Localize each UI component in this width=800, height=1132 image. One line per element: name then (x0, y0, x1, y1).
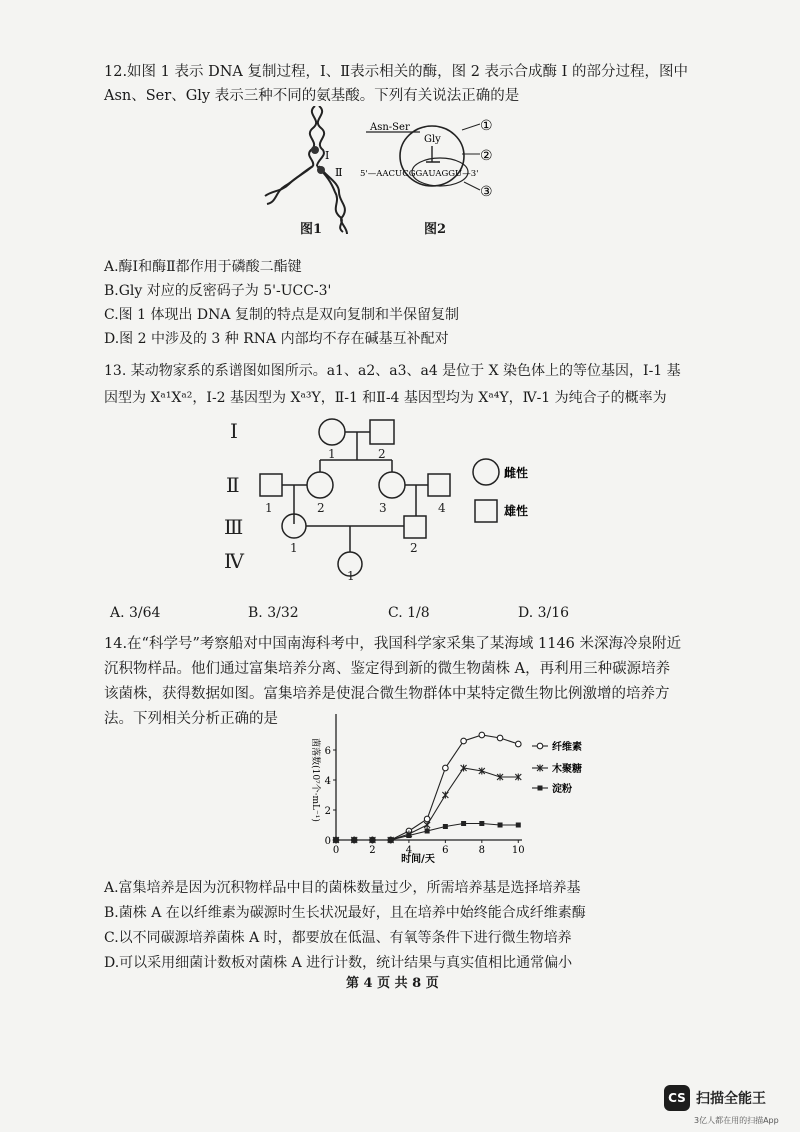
chart-y-axis-label: 菌落数(10⁷个·mL⁻¹) (310, 738, 320, 822)
page-footer: 第 4 页 共 8 页 (346, 976, 439, 991)
generation-2-label: Ⅱ (226, 473, 240, 497)
q13-stem-line1: 13. 某动物家系的系谱图如图所示。a1、a2、a3、a4 是位于 X 染色体上的等位基因，Ⅰ-1 基 (104, 363, 681, 379)
svg-text:1: 1 (265, 501, 273, 515)
q13-option-b: B. 3/32 (248, 605, 299, 621)
q14-option-c: C.以不同碳源培养菌株 A 时，都要放在低温、有氧等条件下进行微生物培养 (104, 930, 572, 946)
q12-option-a: A.酶Ⅰ和酶Ⅱ都作用于磷酸二酯键 (104, 259, 302, 275)
fig2-marker-3: ③ (480, 184, 493, 200)
q14-stem-line4: 法。下列相关分析正确的是 (104, 711, 278, 727)
svg-text:4: 4 (438, 501, 446, 515)
data-point-starch (498, 823, 503, 828)
data-point-starch (352, 838, 357, 843)
y-tick-label: 4 (324, 776, 331, 787)
scanner-logo: CS (664, 1085, 690, 1111)
legend-male-label: 雄性 (504, 504, 529, 518)
generation-1-label: Ⅰ (230, 419, 238, 443)
data-point-starch (538, 786, 543, 791)
fig2-gly-label: Gly (424, 134, 441, 145)
data-point-starch (388, 838, 393, 843)
data-point-starch (334, 838, 339, 843)
q13-pedigree (220, 412, 550, 582)
q14-option-a: A.富集培养是因为沉积物样品中目的菌株数量过少，所需培养基是选择培养基 (104, 880, 581, 896)
q14-growth-chart (300, 708, 600, 868)
x-tick-label: 10 (511, 845, 525, 856)
svg-text:2: 2 (317, 501, 325, 515)
fig2-marker-1: ① (480, 118, 493, 134)
data-point-starch (425, 829, 430, 834)
data-point-starch (479, 821, 484, 826)
data-point-starch (516, 823, 521, 828)
q12-figure2 (360, 110, 510, 210)
q13-option-d: D. 3/16 (518, 605, 570, 621)
x-tick-label: 8 (478, 845, 486, 856)
q12-figure1 (255, 106, 375, 236)
data-point-starch (461, 821, 466, 826)
q12-figure2-caption: 图2 (424, 222, 447, 237)
q13-option-c: C. 1/8 (388, 605, 430, 621)
y-tick-label: 6 (324, 746, 331, 757)
q12-option-b: B.Gly 对应的反密码子为 5'-UCC-3' (104, 283, 332, 299)
q14-stem-line1: 14.在“科学号”考察船对中国南海科考中，我国科学家采集了某海域 1146 米深海冷泉附近 (104, 636, 682, 652)
q12-stem-line1: 12.如图 1 表示 DNA 复制过程，Ⅰ、Ⅱ表示相关的酶，图 2 表示合成酶 Ⅰ 的部分过程，图中 (104, 64, 688, 80)
data-point-starch (443, 824, 448, 829)
fig1-enzyme-label-2: Ⅱ (335, 166, 343, 179)
fig2-mrna: 5'—AACUCGGAUAGGU—3' (360, 169, 479, 179)
x-tick-label: 0 (332, 845, 340, 856)
legend-label-starch: 淀粉 (552, 784, 572, 795)
generation-4-label: Ⅳ (224, 549, 244, 573)
q12-option-d: D.图 2 中涉及的 3 种 RNA 内部均不存在碱基互补配对 (104, 331, 449, 347)
svg-text:3: 3 (379, 501, 387, 515)
x-tick-label: 2 (369, 845, 376, 856)
q12-stem-line2: Asn、Ser、Gly 表示三种不同的氨基酸。下列有关说法正确的是 (104, 88, 520, 104)
fig2-marker-2: ② (480, 148, 493, 164)
svg-text:1: 1 (328, 447, 336, 461)
svg-text:2: 2 (378, 447, 386, 461)
q12-option-c: C.图 1 体现出 DNA 复制的特点是双向复制和半保留复制 (104, 307, 459, 323)
legend-label-cellulose: 纤维素 (552, 742, 582, 753)
generation-3-label: Ⅲ (224, 515, 244, 539)
q12-figure1-caption: 图1 (300, 222, 323, 237)
q14-option-b: B.菌株 A 在以纤维素为碳源时生长状况最好，且在培养中始终能合成纤维素酶 (104, 905, 586, 921)
legend-label-xylan: 木聚糖 (552, 764, 582, 775)
data-point-cellulose (515, 741, 521, 747)
scanner-watermark (664, 1085, 794, 1127)
data-point-starch (370, 838, 375, 843)
x-tick-label: 4 (405, 845, 413, 856)
fig2-peptide-chain: Asn-Ser (370, 122, 410, 133)
q13-option-a: A. 3/64 (110, 605, 161, 621)
fig1-enzyme-label-1: Ⅰ (325, 149, 330, 162)
svg-text:2: 2 (410, 541, 418, 555)
data-point-cellulose (537, 743, 543, 749)
y-tick-label: 2 (324, 806, 331, 817)
y-tick-label: 0 (324, 836, 331, 847)
q14-option-d: D.可以采用细菌计数板对菌株 A 进行计数，统计结果与真实值相比通常偏小 (104, 955, 573, 971)
scanner-app-name: 扫描全能王 (696, 1091, 766, 1107)
data-point-xylan (424, 822, 430, 829)
svg-text:1: 1 (347, 569, 355, 582)
q14-stem-line3: 该菌株，获得数据如图。富集培养是使混合微生物群体中某特定微生物比例激增的培养方 (104, 686, 670, 702)
chart-x-axis-label: 时间/天 (401, 854, 435, 865)
data-point-xylan (442, 792, 448, 799)
data-point-cellulose (497, 735, 503, 741)
q13-stem-line2: 因型为 Xᵃ¹Xᵃ²，Ⅰ-2 基因型为 Xᵃ³Y，Ⅱ-1 和Ⅱ-4 基因型均为 Xᵃ⁴Y，Ⅳ-1 为纯合子的概率为 (104, 390, 667, 406)
q14-stem-line2: 沉积物样品。他们通过富集培养分离、鉴定得到新的微生物菌株 A，再利用三种碳源培养 (104, 661, 671, 677)
legend-female-label: 雌性 (504, 466, 529, 480)
data-point-cellulose (461, 738, 467, 744)
data-point-cellulose (479, 732, 485, 738)
svg-text:1: 1 (290, 541, 298, 555)
scanner-tagline: 3亿人都在用的扫描App (694, 1116, 779, 1125)
data-point-cellulose (443, 765, 449, 771)
data-point-starch (406, 833, 411, 838)
x-tick-label: 6 (442, 845, 449, 856)
